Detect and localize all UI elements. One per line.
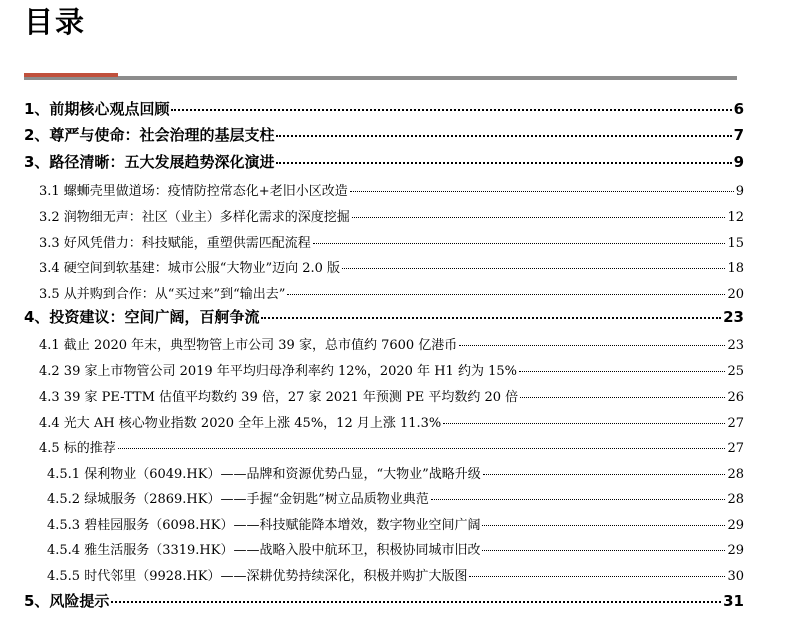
toc-entry-level2[interactable] [39,206,744,225]
toc-page-number: 9 [733,153,744,171]
toc-entry-label: 3.1 螺蛳壳里做道场：疫情防控常态化+老旧小区改造 [39,184,348,199]
toc-page-number: 28 [727,467,744,482]
toc-entry-level2[interactable] [39,232,744,251]
toc-dot-leader [519,370,725,372]
toc-entry-label: 4.5.2 绿城服务（2869.HK）——手握“金钥匙”树立品质物业典范 [47,492,429,507]
toc-entry-label: 3、路径清晰：五大发展趋势深化演进 [24,153,275,171]
toc-dot-leader [276,161,731,164]
toc-entry-level1[interactable] [24,590,744,611]
toc-entry-label: 4.5 标的推荐 [39,441,116,456]
toc-entry-level2[interactable] [39,334,744,353]
toc-entry-label: 3.2 润物细无声：社区（业主）多样化需求的深度挖掘 [39,210,350,225]
toc-page-number: 15 [727,236,744,251]
page-title: 目录 [24,5,87,39]
toc-entry-label: 4.4 光大 AH 核心物业指数 2020 全年上涨 45%，12 月上涨 11.3% [39,416,442,431]
toc-entry-level1[interactable] [24,151,744,172]
toc-entry-label: 4.5.4 雅生活服务（3319.HK）——战略入股中航环卫，积极协同城市旧改 [47,543,481,558]
toc-entry-level1[interactable] [24,306,744,327]
toc-entry-label: 4.5.5 时代邻里（9928.HK）——深耕优势持续深化，积极并购扩大版图 [47,569,468,584]
toc-page-number: 23 [723,308,744,326]
toc-page-number: 6 [733,100,744,118]
toc-dot-leader [459,344,725,346]
toc-dot-leader [261,316,721,319]
toc-dot-leader [350,190,734,192]
toc-page-number: 30 [727,569,744,584]
toc-entry-label: 1、前期核心观点回顾 [24,100,170,118]
toc-entry-label: 4.5.3 碧桂园服务（6098.HK）——科技赋能降本增效，数字物业空间广阔 [47,518,481,533]
toc-dot-leader [482,524,725,526]
toc-dot-leader [352,216,726,218]
toc-page-number: 23 [727,338,744,353]
toc-entry-level3[interactable] [47,463,744,482]
toc-entry-level1[interactable] [24,124,744,145]
toc-dot-leader [313,242,726,244]
toc-page-number: 12 [727,210,744,225]
toc-page-number: 27 [727,416,744,431]
title-divider [24,76,737,80]
toc-dot-leader [520,396,725,398]
toc-entry-level2[interactable] [39,412,744,431]
toc-page-number: 29 [727,543,744,558]
toc-entry-level2[interactable] [39,283,744,302]
toc-entry-label: 4.3 39 家 PE-TTM 估值平均数约 39 倍，27 家 2021 年预测 PE 平均数约 20 倍 [39,390,519,405]
toc-dot-leader [171,108,731,111]
toc-page-number: 27 [727,441,744,456]
toc-dot-leader [118,447,726,449]
toc-page-number: 26 [727,390,744,405]
toc-entry-label: 4.1 截止 2020 年末，典型物管上市公司 39 家，总市值约 7600 亿港币 [39,338,458,353]
toc-page-number: 25 [727,364,744,379]
toc-dot-leader [483,473,726,475]
toc-entry-level2[interactable] [39,437,744,456]
toc-entry-level3[interactable] [47,488,744,507]
toc-dot-leader [469,575,725,577]
toc-entry-label: 3.3 好风凭借力：科技赋能，重塑供需匹配流程 [39,236,311,251]
toc-entry-label: 4.2 39 家上市物管公司 2019 年平均归母净利率约 12%，2020 年 H1 约为 15% [39,364,517,379]
toc-entry-label: 3.4 硬空间到软基建：城市公服“大物业”迈向 2.0 版 [39,261,341,276]
toc-entry-label: 4、投资建议：空间广阔，百舸争流 [24,308,260,326]
toc-dot-leader [482,549,725,551]
toc-entry-level2[interactable] [39,180,744,199]
title-divider-accent [24,73,118,77]
toc-dot-leader [342,267,725,269]
toc-dot-leader [276,134,731,137]
toc-entry-level3[interactable] [47,565,744,584]
toc-entry-level2[interactable] [39,360,744,379]
toc-entry-level1[interactable] [24,98,744,119]
toc-entry-level3[interactable] [47,514,744,533]
toc-page-number: 29 [727,518,744,533]
toc-dot-leader [111,600,721,603]
toc-page-number: 18 [727,261,744,276]
toc-entry-level2[interactable] [39,257,744,276]
toc-page-number: 20 [727,287,744,302]
toc-entry-label: 2、尊严与使命：社会治理的基层支柱 [24,126,275,144]
toc-page-number: 28 [727,492,744,507]
toc-entry-label: 3.5 从并购到合作：从“买过来”到“输出去” [39,287,286,302]
toc-page-number: 9 [735,184,744,199]
toc-entry-label: 4.5.1 保利物业（6049.HK）——品牌和资源优势凸显，“大物业”战略升级 [47,467,481,482]
toc-entry-level2[interactable] [39,386,744,405]
toc-page-number: 31 [723,592,744,610]
toc-page-number: 7 [733,126,744,144]
toc-dot-leader [287,293,725,295]
toc-entry-label: 5、风险提示 [24,592,110,610]
toc-entry-level3[interactable] [47,539,744,558]
toc-dot-leader [443,422,725,424]
toc-dot-leader [431,498,726,500]
